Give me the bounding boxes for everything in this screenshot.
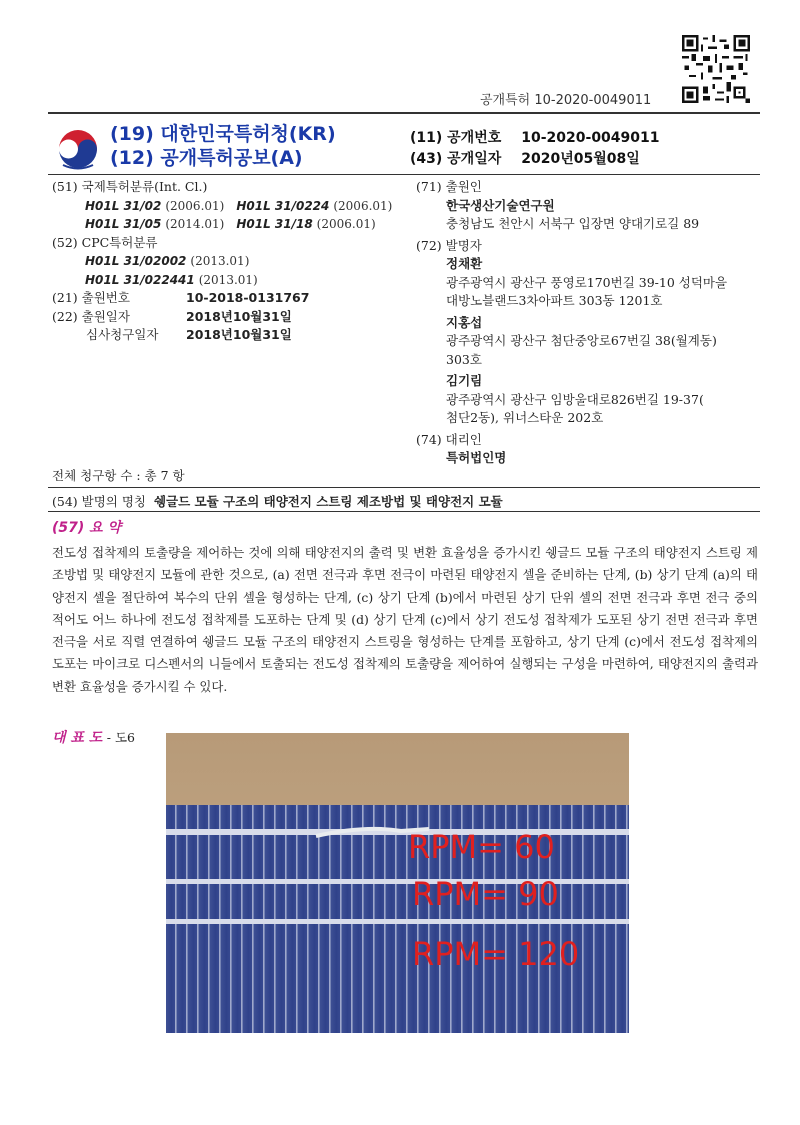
ipc-code: H01L 31/18 [236,217,313,231]
abstract-text: 전도성 접착제의 토출량을 제어하는 것에 의해 태양전지의 출력 및 변환 효율성을 증가시킨 쉥글드 모듈 구조의 태양전지 스트링 제조방법 및 태양전지 모듈에 관한 것으로, (a) 전면 전극과 후면 전극이 마련된 태양전지 셀을 준비하는 단계, (b) 상기 단계 (a)의 태양전지 셀을 절단하여 복수의 단위 셀을 형성하는 단계, (c) 상기 단계 (b)에서 마련된 상기 단위 셀의 전면 전극과 후면 전극 중의 적어도 어느 하나에 전도성 접착제를 도포하는 단계 및 (d) 상기 단계 (c)에서 상기 전도성 접착제가 도포된 상기 전면 전극과 후면 전극을 서로 직렬 연결하여 쉥글드 모듈 구조의 태양전지 스트링을 형성하는 단계를 포함하고, 상기 단계 (c)에서 전도성 접착제의 도포는 마이크로 디스펜서의 니들에서 토출되는 전도성 접착제의 토출량을 제어하여 실행되는 구성을 마련하여, 태양전지의 출력과 변환 효율성을 증가시킬 수 있다. [52,545,758,694]
exam-date-label: 심사청구일자 [86,327,159,342]
publication-info [410,128,660,170]
agent-label: (74) 대리인 [416,431,482,447]
pub-date-value: 2020년05월08일 [521,151,640,167]
ipc-year: (2006.01) [316,217,376,231]
publication-header-number: 공개특허 10-2020-0049011 [480,93,652,108]
representative-figure-row [52,727,135,747]
bibliographic-left [52,178,402,345]
inventor-address: 광주광역시 광산구 풍영로170번길 39-10 성덕마을 [446,274,728,290]
app-number-label: (21) 출원번호 [52,290,130,305]
invention-title: 쉥글드 모듈 구조의 태양전지 스트링 제조방법 및 태양전지 모듈 [153,494,503,509]
ipc-code: H01L 31/0224 [236,198,330,213]
cpc-year: (2013.01) [198,272,258,287]
inventor-name: 정채환 [446,256,483,271]
exam-date-value: 2018년10월31일 [186,327,292,342]
invention-title-label: (54) 발명의 명칭 [52,494,146,509]
ipc-label: (51) 국제특허분류(Int. Cl.) [52,179,208,194]
app-date-value: 2018년10월31일 [186,308,292,324]
cpc-code: H01L 31/02002 [85,254,187,268]
inventor-name: 지홍섭 [446,314,483,330]
invention-title-row [52,492,503,510]
app-date-label: (22) 출원일자 [52,308,130,324]
inventor-label: (72) 발명자 [416,237,482,253]
applicant-address: 충청남도 천안시 서북구 입장면 양대기로길 89 [446,216,700,231]
applicant-label: (71) 출원인 [416,179,482,194]
claims-divider [48,487,760,488]
inventor-address: 광주광역시 광산구 첨단중앙로67번길 38(월계동) [446,333,717,348]
kipo-logo [55,128,101,174]
ipc-year: (2006.01) [165,198,225,213]
figure-label: RPM= 60 [408,828,555,866]
solar-cell-photo [166,733,629,1033]
app-number-value: 10-2018-0131767 [186,290,310,305]
representative-figure-value: - 도6 [106,730,136,745]
representative-figure-label: 대 표 도 [52,730,103,746]
qr-code [682,35,750,103]
cpc-label: (52) CPC특허분류 [52,234,158,250]
agent-name: 특허법인명 [446,450,507,465]
inventor-address: 대방노블랜드3차아파트 303동 1201호 [446,293,663,308]
pub-date-label: (43) 공개일자 [410,151,502,167]
applicant-name: 한국생산기술연구원 [446,197,555,213]
ipc-code: H01L 31/05 [85,217,162,231]
ipc-code: H01L 31/02 [85,198,162,213]
abstract-heading: (57) 요 약 [52,520,122,536]
inventor-name: 김기림 [446,373,483,388]
claims-count: 전체 청구항 수 : 총 7 항 [52,468,185,483]
header-divider [48,174,760,175]
ipc-year: (2006.01) [333,198,393,213]
representative-figure-photo [166,733,629,1033]
figure-label: RPM= 120 [412,935,580,973]
figure-label: RPM= 90 [412,875,559,913]
title-divider [48,511,760,512]
inventor-address: 303호 [446,351,482,367]
inventor-address: 광주광역시 광산구 임방울대로826번길 19-37( [446,391,704,407]
cpc-year: (2013.01) [190,254,250,268]
office-line-1: (19) 대한민국특허청(KR) [110,123,336,145]
inventor-address: 첨단2동), 위너스타운 202호 [446,410,604,425]
bibliographic-right [416,178,761,468]
office-line-2: (12) 공개특허공보(A) [110,147,303,169]
ipc-year: (2014.01) [165,217,225,231]
office-title [110,122,336,170]
pub-number-value: 10-2020-0049011 [521,130,660,146]
cpc-code: H01L 31/022441 [85,272,195,287]
pub-number-label: (11) 공개번호 [410,130,502,146]
top-divider [48,112,760,114]
